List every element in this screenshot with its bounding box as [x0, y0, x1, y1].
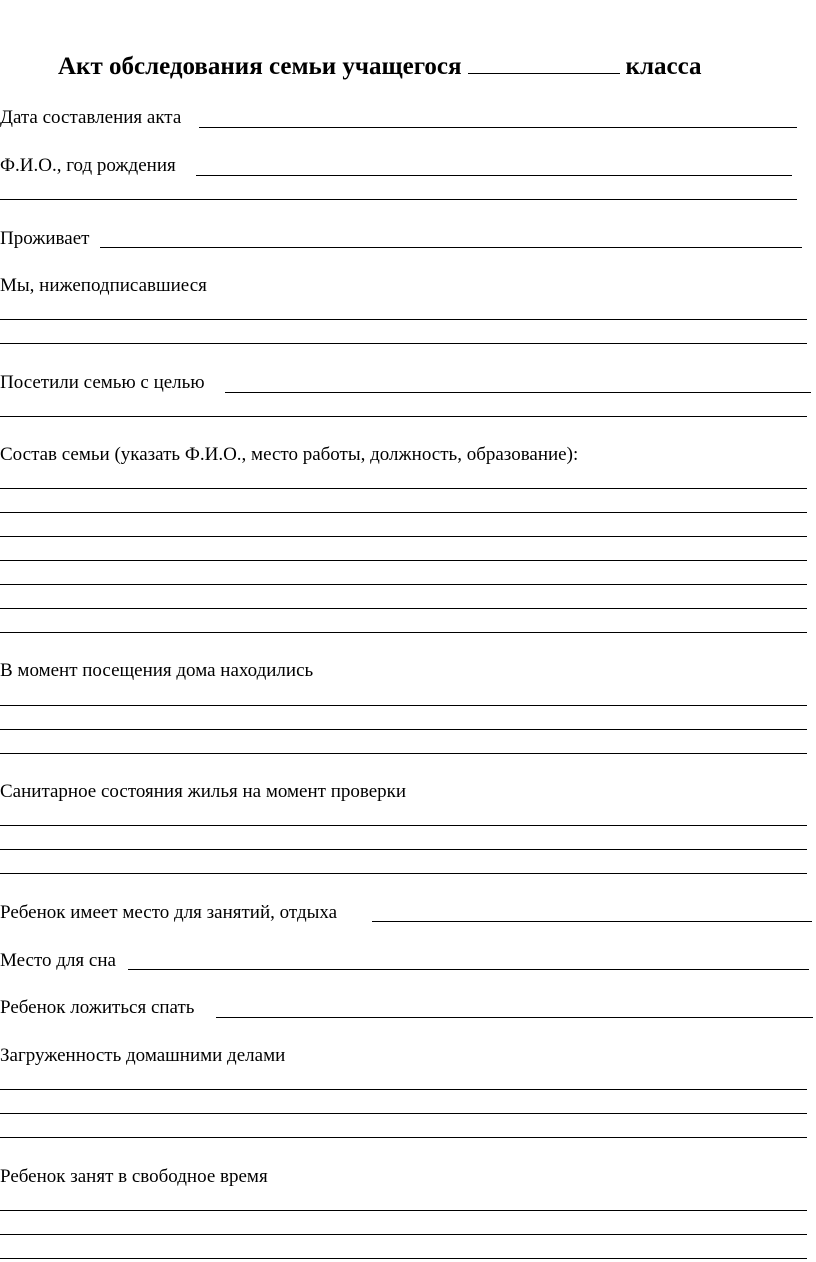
- lives-label: Проживает: [0, 228, 90, 249]
- title-suffix: класса: [625, 53, 702, 80]
- fio-line-2[interactable]: [0, 199, 797, 200]
- chores-label: Загруженность домашними делами: [0, 1045, 286, 1066]
- fio-line[interactable]: [196, 175, 792, 176]
- family-line-7[interactable]: [0, 632, 807, 633]
- undersigned-line-2[interactable]: [0, 343, 807, 344]
- date-label: Дата составления акта: [0, 107, 182, 128]
- family-line-6[interactable]: [0, 608, 807, 609]
- free-time-line-3[interactable]: [0, 1258, 807, 1259]
- purpose-label: Посетили семью с целью: [0, 372, 205, 393]
- purpose-line[interactable]: [225, 392, 811, 393]
- family-label: Состав семьи (указать Ф.И.О., место работы, должность, образование):: [0, 444, 579, 465]
- family-line-3[interactable]: [0, 536, 807, 537]
- chores-line-2[interactable]: [0, 1113, 807, 1114]
- chores-line-1[interactable]: [0, 1089, 807, 1090]
- bedtime-label: Ребенок ложиться спать: [0, 997, 195, 1018]
- study-place-line[interactable]: [372, 921, 812, 922]
- sanitary-line-3[interactable]: [0, 873, 807, 874]
- free-time-label: Ребенок занят в свободное время: [0, 1166, 268, 1187]
- family-line-1[interactable]: [0, 488, 807, 489]
- present-line-3[interactable]: [0, 753, 807, 754]
- page-title: [58, 52, 701, 82]
- purpose-line-2[interactable]: [0, 416, 807, 417]
- undersigned-label: Мы, нижеподписавшиеся: [0, 275, 207, 296]
- fio-label: Ф.И.О., год рождения: [0, 155, 176, 176]
- family-line-5[interactable]: [0, 584, 807, 585]
- undersigned-line-1[interactable]: [0, 319, 807, 320]
- study-place-label: Ребенок имеет место для занятий, отдыха: [0, 902, 338, 923]
- sleep-place-label: Место для сна: [0, 950, 116, 971]
- date-line[interactable]: [199, 127, 797, 128]
- lives-line[interactable]: [100, 247, 802, 248]
- present-label: В момент посещения дома находились: [0, 660, 314, 681]
- present-line-1[interactable]: [0, 705, 807, 706]
- class-blank[interactable]: [468, 53, 620, 74]
- family-line-2[interactable]: [0, 512, 807, 513]
- bedtime-line[interactable]: [216, 1017, 813, 1018]
- sanitary-line-1[interactable]: [0, 825, 807, 826]
- family-line-4[interactable]: [0, 560, 807, 561]
- present-line-2[interactable]: [0, 729, 807, 730]
- free-time-line-2[interactable]: [0, 1234, 807, 1235]
- sanitary-line-2[interactable]: [0, 849, 807, 850]
- title-text: Акт обследования семьи учащегося: [58, 53, 462, 80]
- free-time-line-1[interactable]: [0, 1210, 807, 1211]
- sanitary-label: Санитарное состояния жилья на момент проверки: [0, 781, 407, 802]
- sleep-place-line[interactable]: [128, 969, 809, 970]
- chores-line-3[interactable]: [0, 1137, 807, 1138]
